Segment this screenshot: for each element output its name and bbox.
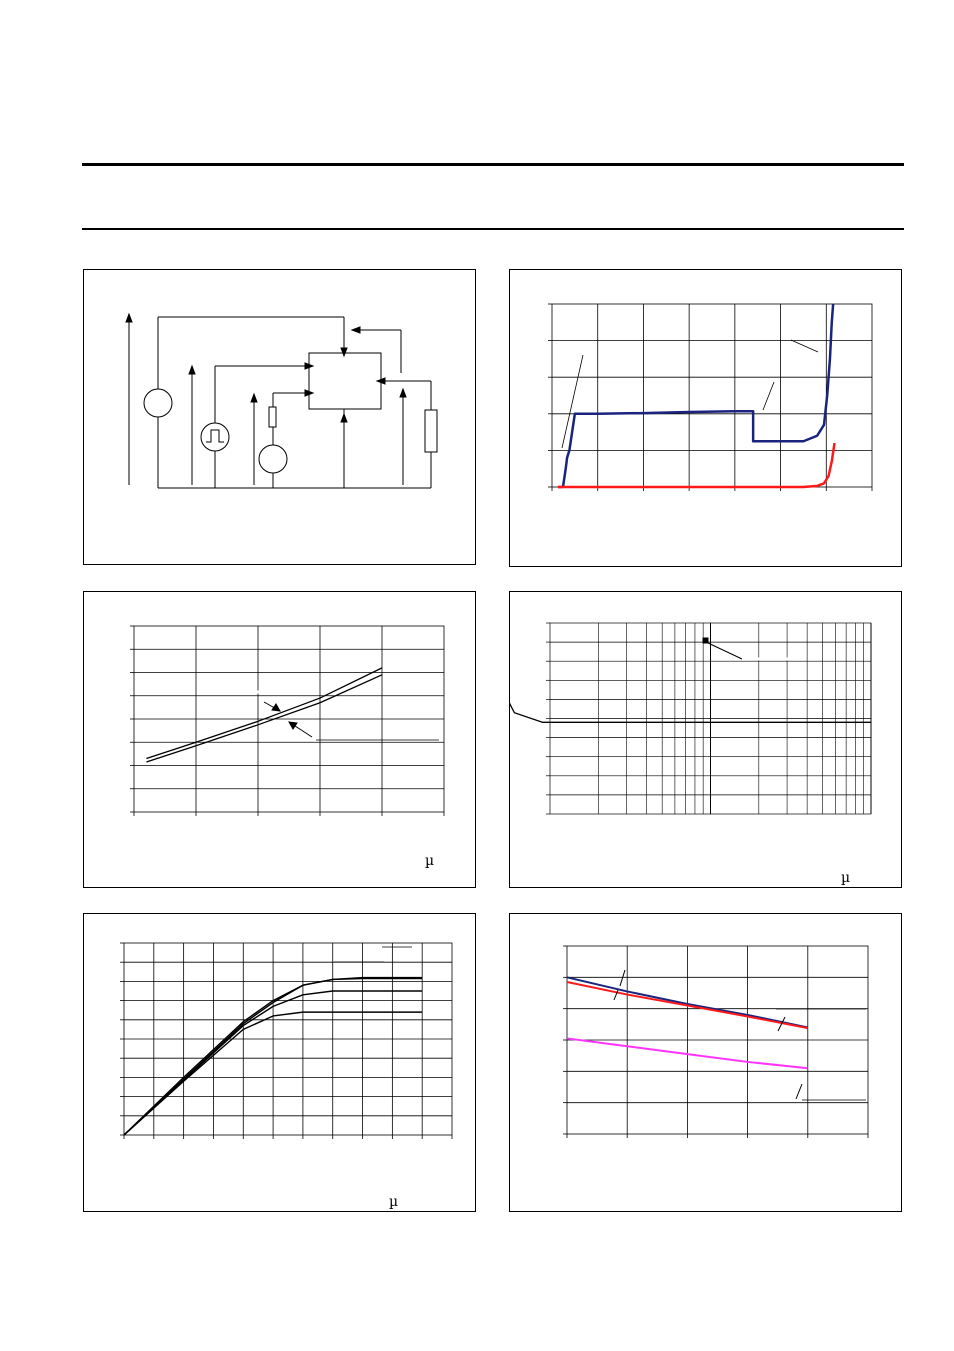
load-resistor-icon (425, 410, 437, 452)
fig5-grid (120, 943, 452, 1139)
fig6-grid (563, 946, 868, 1138)
fig2-series-1 (558, 443, 835, 487)
fig3-series-0 (146, 668, 382, 759)
figure-5-unit-label: µ (389, 1194, 399, 1210)
figure-4-unit-label: µ (841, 870, 851, 886)
device-box (309, 353, 381, 409)
figure-6-chart (510, 914, 903, 1213)
figure-5-chart (84, 914, 477, 1213)
figure-2-chart (510, 270, 903, 568)
figure-6-panel (509, 913, 902, 1212)
fig5-legend-ticks (334, 947, 412, 962)
circuit-diagram (84, 270, 477, 566)
fig2-grid (548, 304, 872, 491)
figure-2-panel (509, 269, 902, 567)
figure-1-panel (83, 269, 476, 565)
voltage-source-icon (144, 389, 172, 417)
header-rule-bottom (82, 228, 904, 230)
fig6-annotation-leaders (614, 970, 866, 1100)
resistor-icon (269, 407, 276, 427)
pulse-source-icon (201, 423, 229, 451)
fig4-series-0 (510, 661, 871, 722)
fig4-annotation (703, 638, 790, 659)
figure-4-chart (510, 592, 903, 889)
fig3-annotation-arrows (232, 692, 439, 740)
fig2-annotation-leaders (562, 340, 818, 448)
header-rule-top (82, 163, 904, 166)
fig3-grid (130, 626, 444, 816)
figure-3-panel (83, 591, 476, 888)
figure-5-panel (83, 913, 476, 1212)
fig2-series-0 (558, 304, 833, 487)
fig4-grid (546, 623, 871, 814)
dc-source-icon (259, 445, 287, 473)
figure-3-unit-label: µ (425, 853, 435, 869)
figure-3-chart (84, 592, 477, 889)
figure-4-panel (509, 591, 902, 888)
